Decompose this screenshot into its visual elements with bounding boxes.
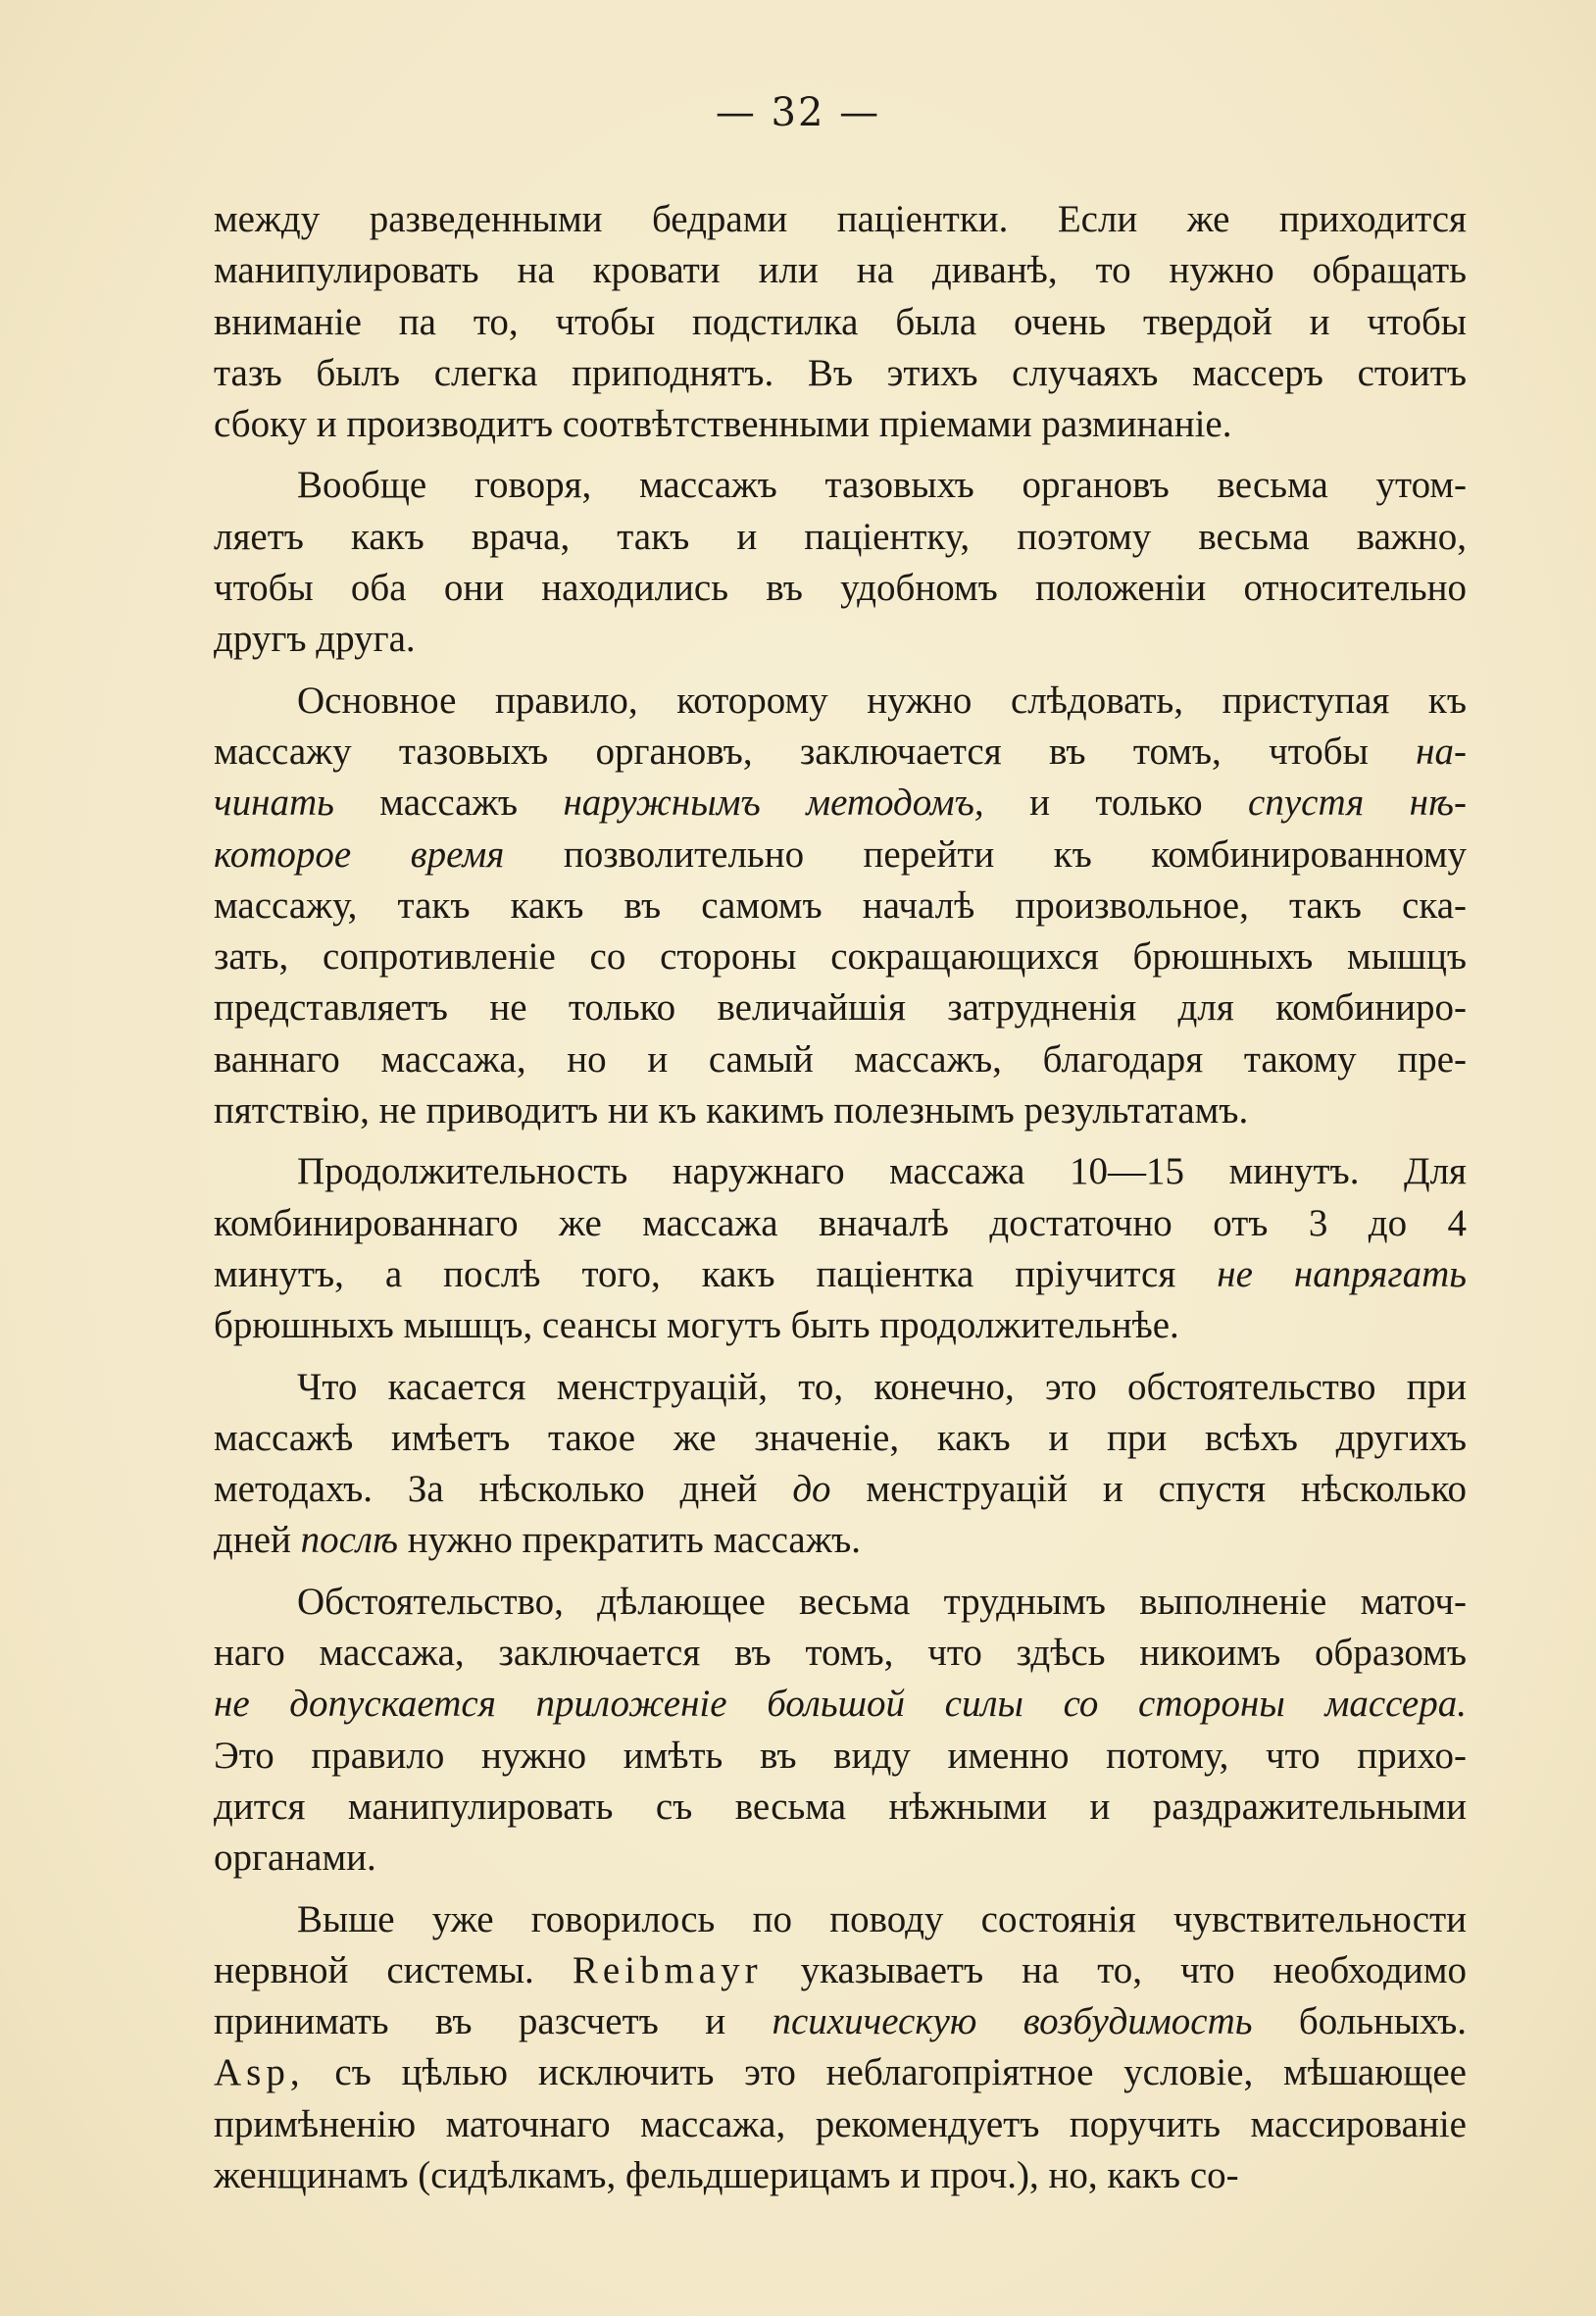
text-line (214, 2150, 1467, 2201)
text-segment: другъ друга. (214, 618, 416, 661)
paragraph (214, 194, 1467, 450)
italic-text: психическую возбудимость (772, 2000, 1253, 2043)
text-line (214, 982, 1467, 1033)
text-segment: сбоку и производитъ соотвѣтственными пріемами разминаніе. (214, 403, 1232, 446)
text-line (214, 1996, 1467, 2047)
text-line (214, 1515, 1467, 1566)
text-segment: Основное правило, которому нужно слѣдовать, приступая къ (297, 679, 1467, 722)
text-segment: Это правило нужно имѣть въ виду именно потому, что прихо- (214, 1734, 1467, 1777)
text-segment: Обстоятельство, дѣлающее весьма труднымъ выполненіе маточ- (297, 1580, 1467, 1623)
text-line (214, 1731, 1467, 1782)
paragraph-gap (214, 1567, 1467, 1577)
text-line (214, 563, 1467, 614)
italic-text: чинать (214, 781, 334, 825)
text-line (214, 881, 1467, 931)
text-line (214, 1833, 1467, 1884)
text-segment: Выше уже говорилось по поводу состоянія чувствительности (297, 1897, 1467, 1940)
text-line (214, 1464, 1467, 1515)
text-segment: представляетъ не только величайшія затрудненія для комбиниро- (214, 986, 1467, 1030)
text-line (214, 676, 1467, 727)
text-segment: массажъ (333, 781, 564, 825)
text-line (214, 1249, 1467, 1300)
text-line (214, 194, 1467, 245)
text-line (214, 297, 1467, 348)
text-line (214, 1577, 1467, 1628)
italic-text: на- (1416, 730, 1467, 773)
text-line (214, 2047, 1467, 2098)
text-segment: комбинированнаго же массажа вначалѣ достаточно отъ 3 до 4 (214, 1201, 1467, 1244)
text-segment: женщинамъ (сидѣлкамъ, фельдшерицамъ и проч.), но, какъ со- (214, 2153, 1239, 2196)
text-segment: ляетъ какъ врача, такъ и паціентку, поэтому весьма важно, (214, 515, 1467, 558)
text-line (214, 245, 1467, 296)
text-segment: методахъ. За нѣсколько дней (214, 1468, 793, 1511)
text-line (214, 830, 1467, 881)
text-segment: вниманіе па то, чтобы подстилка была очень твердой и чтобы (214, 300, 1467, 343)
italic-text: спустя нѣ- (1248, 781, 1467, 825)
paragraph (214, 676, 1467, 1137)
text-segment: брюшныхъ мышцъ, сеансы могутъ быть продолжительнѣе. (214, 1304, 1179, 1347)
text-segment: съ цѣлью исключить это неблагопріятное условіе, мѣшающее (304, 2051, 1467, 2094)
text-line (214, 931, 1467, 982)
italic-text: наружнымъ методомъ, (563, 781, 984, 825)
text-segment: ваннаго массажа, но и самый массажъ, благодаря такому пре- (214, 1037, 1467, 1081)
text-segment: больныхъ. (1252, 2000, 1467, 2043)
page-number: — 32 — (715, 90, 881, 135)
text-segment: манипулировать на кровати или на диванѣ, то нужно обращать (214, 249, 1467, 292)
text-segment: и только (983, 781, 1249, 825)
text-segment: дится манипулировать съ весьма нѣжными и раздражительными (214, 1785, 1467, 1828)
text-line (214, 1034, 1467, 1085)
text-line (214, 1413, 1467, 1464)
paragraph (214, 1577, 1467, 1885)
text-line (214, 399, 1467, 450)
text-segment: примѣненію маточнаго массажа, рекомендуетъ поручить массированіе (214, 2102, 1467, 2145)
spaced-name: Reibmayr (572, 1948, 763, 1991)
text-line (214, 727, 1467, 778)
text-line (214, 2099, 1467, 2150)
text-segment: Что касается менструацій, то, конечно, это обстоятельство при (297, 1365, 1467, 1408)
paragraph (214, 1894, 1467, 2202)
text-segment: нервной системы. (214, 1948, 573, 1991)
italic-text: не напрягать (1217, 1252, 1468, 1295)
text-segment: массажу тазовыхъ органовъ, заключается въ томъ, чтобы (214, 730, 1417, 773)
text-segment: Вообще говоря, массажъ тазовыхъ органовъ весьма утом- (297, 464, 1467, 507)
italic-text: до (792, 1468, 831, 1511)
text-line (214, 1146, 1467, 1197)
text-line (214, 1085, 1467, 1136)
body-text (214, 194, 1467, 2201)
text-segment: чтобы оба они находились въ удобномъ положеніи относительно (214, 567, 1467, 610)
text-segment: органами. (214, 1837, 376, 1880)
text-segment: указываетъ на то, что необходимо (762, 1948, 1467, 1991)
text-segment: между разведенными бедрами паціентки. Если же приходится (214, 198, 1467, 240)
text-segment: зать, сопротивленіе со стороны сокращающихся брюшныхъ мышцъ (214, 935, 1467, 979)
italic-text: которое время (214, 832, 505, 876)
text-segment: пятствію, не приводитъ ни къ какимъ полезнымъ результатамъ. (214, 1089, 1249, 1133)
text-line (214, 1782, 1467, 1833)
paragraph-gap (214, 1136, 1467, 1146)
text-line (214, 1628, 1467, 1679)
text-segment: менструацій и спустя нѣсколько (830, 1468, 1468, 1511)
paragraph-gap (214, 450, 1467, 460)
italic-text: послѣ (300, 1519, 398, 1562)
text-line (214, 778, 1467, 829)
paragraph-gap (214, 1885, 1467, 1894)
spaced-name: Asp, (214, 2051, 305, 2094)
text-line (214, 1945, 1467, 1996)
text-line (214, 1198, 1467, 1249)
text-segment: массажѣ имѣетъ такое же значеніе, какъ и при всѣхъ другихъ (214, 1416, 1467, 1459)
text-line (214, 614, 1467, 665)
text-segment: наго массажа, заключается въ томъ, что здѣсь никоимъ образомъ (214, 1632, 1467, 1675)
text-line (214, 512, 1467, 563)
text-line (214, 460, 1467, 511)
paragraph-gap (214, 666, 1467, 676)
text-line (214, 348, 1467, 399)
paragraph (214, 1362, 1467, 1567)
text-segment: позволительно перейти къ комбинированному (504, 832, 1467, 876)
paragraph (214, 1146, 1467, 1351)
text-line (214, 1300, 1467, 1351)
text-line (214, 1679, 1467, 1730)
italic-text: не допускается приложеніе большой силы со стороны массера. (214, 1683, 1467, 1726)
text-segment: тазъ былъ слегка приподнятъ. Въ этихъ случаяхъ массеръ стоитъ (214, 351, 1467, 394)
text-segment: дней (214, 1519, 301, 1562)
text-line (214, 1362, 1467, 1413)
text-line (214, 1894, 1467, 1945)
paragraph-gap (214, 1352, 1467, 1362)
text-segment: минутъ, а послѣ того, какъ паціентка пріучится (214, 1252, 1218, 1295)
text-segment: Продолжительность наружнаго массажа 10—15 минутъ. Для (297, 1150, 1467, 1193)
text-segment: нужно прекратить массажъ. (397, 1519, 862, 1562)
text-segment: массажу, такъ какъ въ самомъ началѣ произвольное, такъ ска- (214, 883, 1467, 927)
text-segment: принимать въ разсчетъ и (214, 2000, 773, 2043)
paragraph (214, 460, 1467, 665)
